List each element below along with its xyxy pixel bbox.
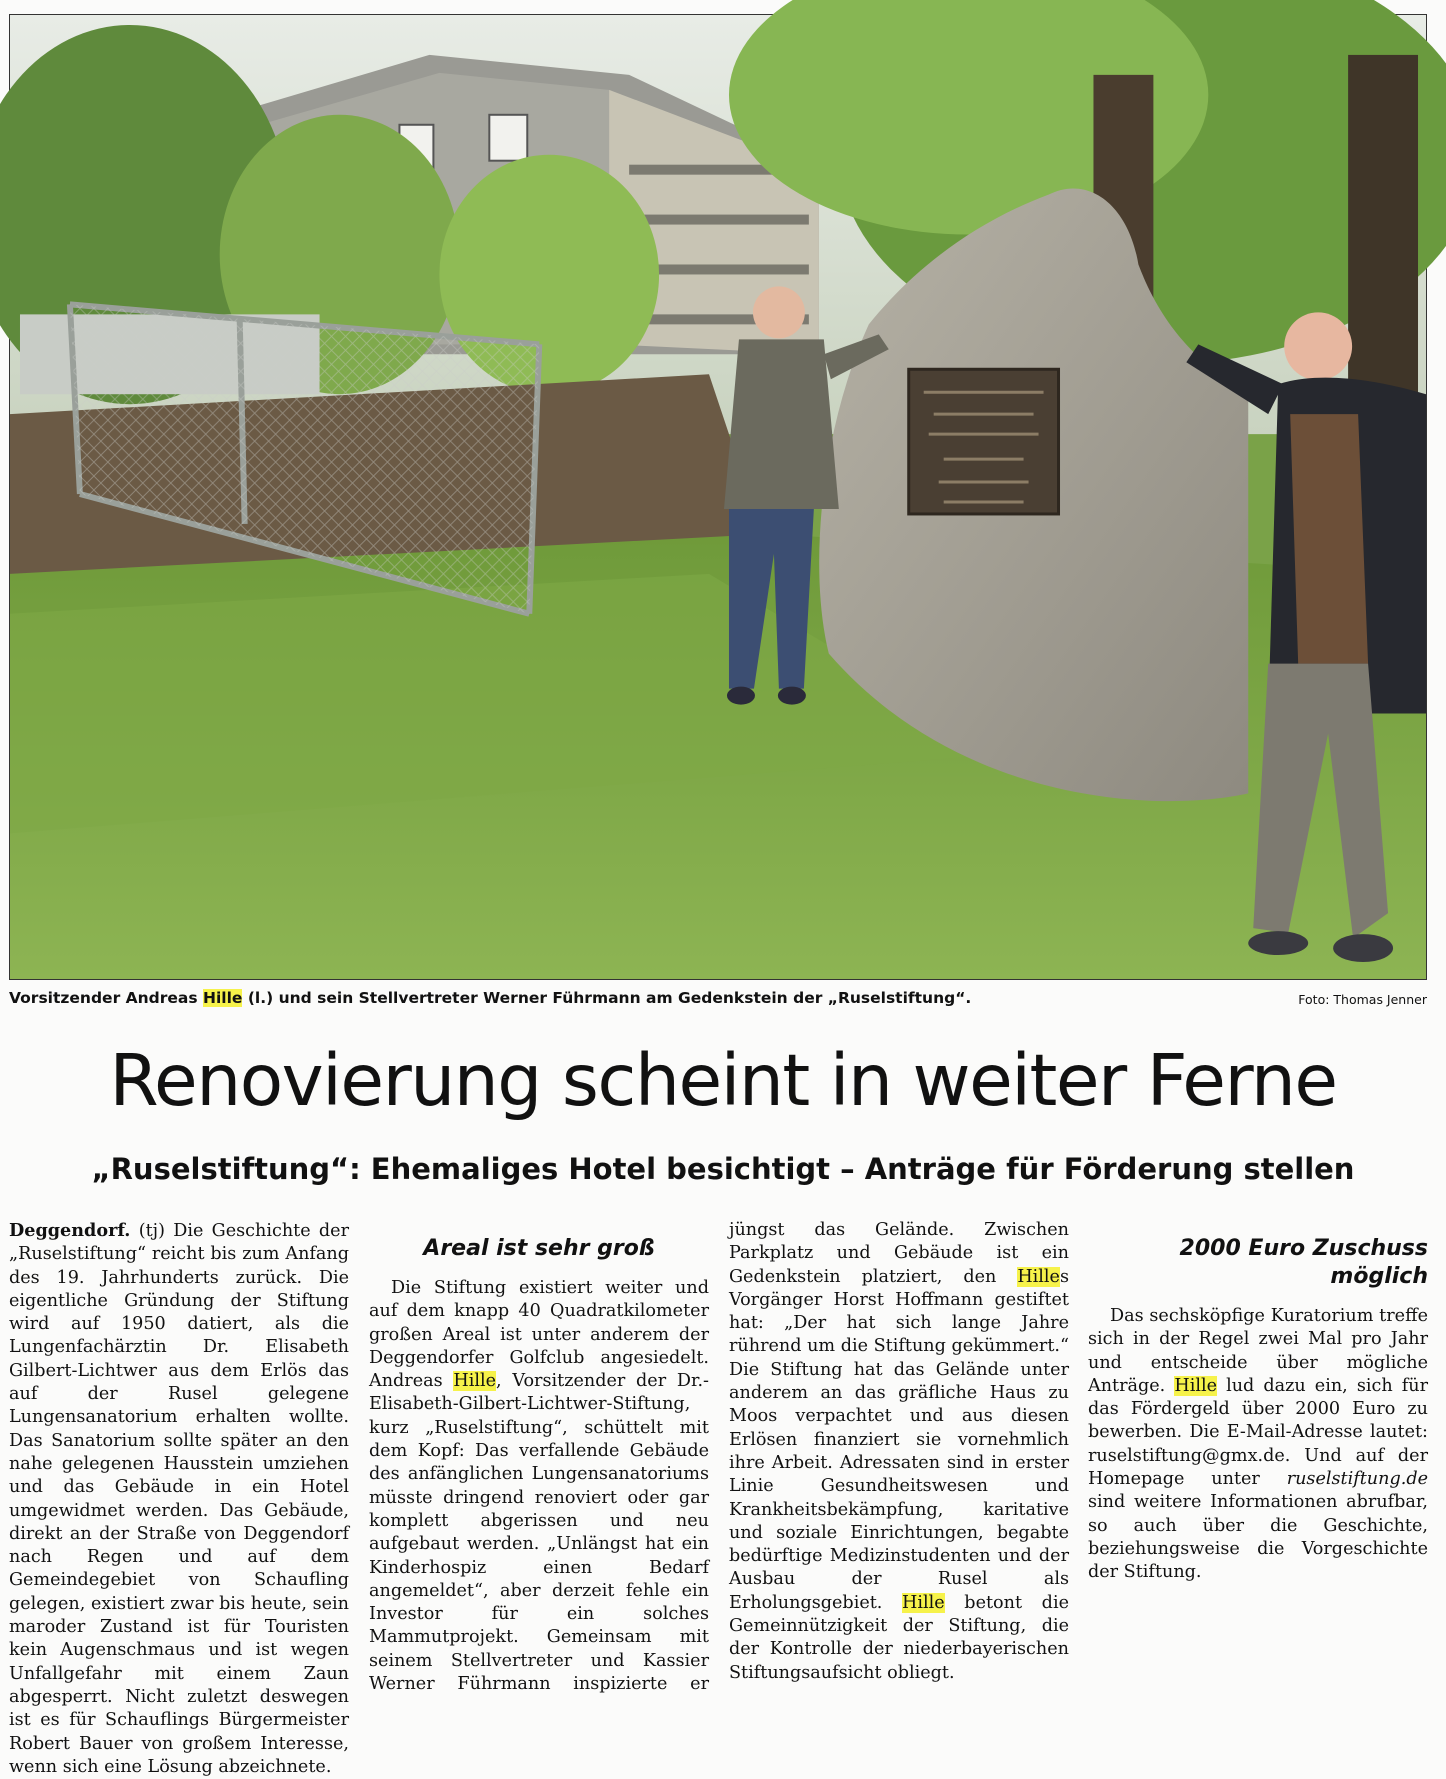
subheading-areal: Areal ist sehr groß bbox=[423, 1236, 655, 1261]
highlighted-name: Hille bbox=[1017, 1266, 1060, 1287]
body-text: Die Stiftung existiert weiter und auf dem knapp 40 Quadratkilometer großen Areal ist unter anderem der Deggendorfer Golfclub angesiedelt. Andreas Hille, Vorsitzender der Dr.-Elisabeth-Gilbert-Lichtwer-Stiftung, kurz „Ruselstiftung“, schüttelt mit dem Kopf: Das verfallende Gebäude des anfänglichen Lungensanatoriums müsste dringend renoviert oder gar komplett abgerissen und neu aufgebaut werden. „Unlängst hat ein Kinderhospiz einen Bedarf angemeldet“, aber derzeit fehle ein Investor für ein solches Mammutprojekt. Gemeinsam mit seinem Stellvertreter und Kassier Werner Führmann inspizierte er jüngst das Gelände. Zwischen Parkplatz und Gebäude ist ein Gedenkstein platziert, den Hilles Vorgänger Horst Hoffmann gestiftet hat: „Der hat sich lange Jahre rührend um die Stiftung gekümmert.“ Die Stiftung hat das Gelände unter anderem an das gräfliche Haus zu Moos verpachtet und aus diesen Erlösen finanziert sie vornehmlich ihre Arbeit. Adressaten sind in erster Linie Gesundheitswesen und Krankheitsbekämpfung, karitative und soziale Einrichtungen, begabte bedürftige Medizinstudenten und der Ausbau der Rusel als Erholungsgebiet. Hille betont die Gemeinnützigkeit der Stiftung, die der Kontrolle der niederbayerischen Stiftungsaufsicht obliegt. bbox=[369, 1220, 1069, 1695]
photo-caption-row bbox=[9, 989, 1427, 1015]
article-headline: Renovierung scheint in weiter Ferne bbox=[109, 1039, 1337, 1122]
photo-credit: Foto: Thomas Jenner bbox=[1298, 992, 1427, 1007]
dateline: Deggendorf. bbox=[9, 1220, 131, 1241]
highlighted-name: Hille bbox=[202, 989, 243, 1007]
article-photo bbox=[9, 14, 1427, 980]
body-text: Das sechsköpfige Kuratorium treffe sich in der Regel zwei Mal pro Jahr und entscheide über mögliche Anträge. Hille lud dazu ein, sich für das Fördergeld über 2000 Euro zu bewerben. Die E-Mail-Adresse lautet: ruselstiftung@gmx.de. Und auf der Homepage unter ruselstiftung.de sind weitere Informationen abrufbar, so auch über die Geschichte, beziehungsweise die Vorgeschichte der Stiftung. bbox=[1088, 1306, 1429, 1583]
article-subheadline: „Ruselstiftung“: Ehemaliges Hotel besichtigt – Anträge für Förderung stellen bbox=[91, 1152, 1355, 1186]
photo-caption: Vorsitzender Andreas Hille (l.) und sein Stellvertreter Werner Führmann am Gedenkstein der „Ruselstiftung“. bbox=[9, 989, 972, 1007]
homepage-link: ruselstiftung.de bbox=[1286, 1469, 1428, 1490]
article-columns-2-3 bbox=[369, 1219, 1069, 1700]
highlighted-name: Hille bbox=[1174, 1375, 1217, 1396]
article-column-1 bbox=[9, 1219, 349, 1777]
highlighted-name: Hille bbox=[453, 1371, 497, 1392]
photo-illustration bbox=[10, 15, 1426, 979]
article-column-4 bbox=[1088, 1219, 1428, 1700]
subheading-zuschuss: 2000 Euro Zuschuss möglich bbox=[1179, 1236, 1428, 1289]
body-text: (tj) Die Geschichte der „Ruselstiftung“ reicht bis zum Anfang des 19. Jahrhunderts zurück. Die eigentliche Gründung der Stiftung wird auf 1950 datiert, als die Lungenfachärztin Dr. Elisabeth Gilbert-Lichtwer aus dem Erlös das auf der Rusel gelegene Lungensanatorium erhalten wollte. Das Sanatorium sollte später an den nahe gelegenen Hausstein umziehen und das Gebäude in ein Hotel umgewidmet werden. Das Gebäude, direkt an der Straße von Deggendorf nach Regen und auf dem Gemeindegebiet von Schaufling gelegen, existiert zwar bis heute, sein maroder Zustand ist für Touristen kein Augenschmaus und ist wegen Unfallgefahr mit einem Zaun abgesperrt. Nicht zuletzt deswegen ist es für Schauflings Bürgermeister Robert Bauer von großem Interesse, wenn sich eine Lösung abzeichnete. bbox=[9, 1221, 349, 1777]
highlighted-name: Hille bbox=[902, 1592, 945, 1613]
